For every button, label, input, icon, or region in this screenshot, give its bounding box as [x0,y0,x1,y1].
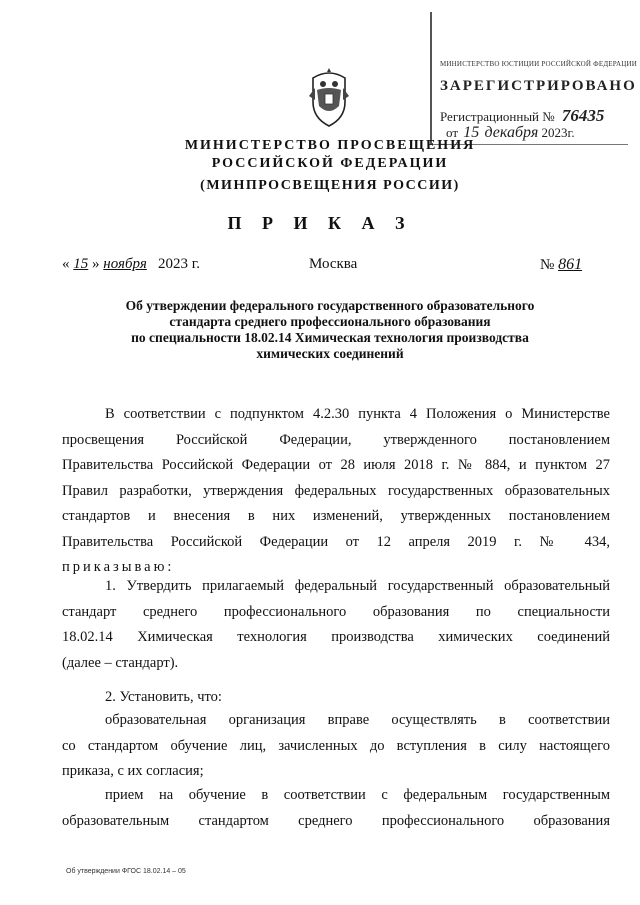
clause-1-paragraph [62,574,610,676]
clause-2-paragraph [62,685,610,711]
stamp-reg-number: 76435 [561,106,605,125]
title-line: по специальности 18.02.14 Химическая технология производства [131,330,529,345]
document-type: П Р И К А З [227,213,413,233]
text-line: 2. Установить, что: [105,689,222,705]
ministry-short-name: (МИНПРОСВЕЩЕНИЯ РОССИИ) [200,178,460,193]
text-line: приказа, с их согласия; [62,763,204,779]
date-year: 2023 г. [158,256,201,272]
order-date [62,256,200,273]
text-line: 1. Утвердить прилагаемый федеральный государственный образовательный [105,578,610,594]
stamp-reg-label: Регистрационный № [440,109,555,124]
stamp-reg-number-line [440,106,604,126]
text-line: стандарт среднего профессионального образования по специальности [62,603,610,620]
text-line: со стандартом обучение лиц, зачисленных до вступления в силу настоящего [62,737,610,754]
text-line: стандартов и внесения в них изменений, утвержденных постановлением [62,508,610,524]
title-line: химических соединений [256,346,404,361]
title-line: стандарта среднего профессионального образования [169,314,491,329]
stamp-date-prefix: от [446,125,459,140]
order-number-value: 861 [558,256,583,273]
text-line: образовательным стандартом среднего профессионального образования [62,812,610,829]
clause-2-item-1 [62,708,610,785]
order-city: Москва [309,256,358,272]
text-line: прием на обучение в соответствии с федеральным государственным [105,787,610,803]
registration-stamp [430,12,637,145]
order-title [80,298,580,362]
order-number-label: № [540,257,555,273]
stamp-date-suffix: г. [567,125,575,140]
text-line: Правил разработки, утверждения федеральных государственных образовательных [62,482,610,499]
date-quote-close: » [92,256,100,272]
text-line: (далее – стандарт). [62,654,179,671]
coat-of-arms-icon [305,66,353,130]
text-line: В соответствии с подпунктом 4.2.30 пункта 4 Положения о Министерстве [105,406,610,422]
stamp-date-year: 2023 [541,125,568,140]
text-line: просвещения Российской Федерации, утвержденного постановлением [62,431,610,448]
page-footer: Об утверждении ФГОС 18.02.14 – 05 [66,868,186,875]
stamp-registered: ЗАРЕГИСТРИРОВАНО [440,78,637,94]
title-line: Об утверждении федерального государственного образовательного [125,298,535,313]
order-number [540,256,582,274]
text-line: приказываю: [62,559,175,575]
date-quote-open: « [62,256,70,272]
stamp-date-month: декабря [484,124,539,141]
preamble-paragraph [62,402,610,581]
text-line: 18.02.14 Химическая технология производства химических соединений [62,629,610,645]
ministry-name-line2: РОССИЙСКОЙ ФЕДЕРАЦИИ [211,156,449,171]
text-line: образовательная организация вправе осуществлять в соответствии [105,712,610,728]
clause-2-item-2 [62,783,610,834]
text-line: Правительства Российской Федерации от 28 июля 2018 г. № 884, и пунктом 27 [62,457,610,473]
date-month: ноября [103,256,147,272]
stamp-date-day: 15 [463,124,480,141]
stamp-ministry: МИНИСТЕРСТВО ЮСТИЦИИ РОССИЙСКОЙ ФЕДЕРАЦИИ [440,60,637,68]
text-line: Правительства Российской Федерации от 12 апреля 2019 г. № 434, [62,533,610,550]
date-day: 15 [73,256,89,272]
ministry-name-line1: МИНИСТЕРСТВО ПРОСВЕЩЕНИЯ [184,138,476,153]
